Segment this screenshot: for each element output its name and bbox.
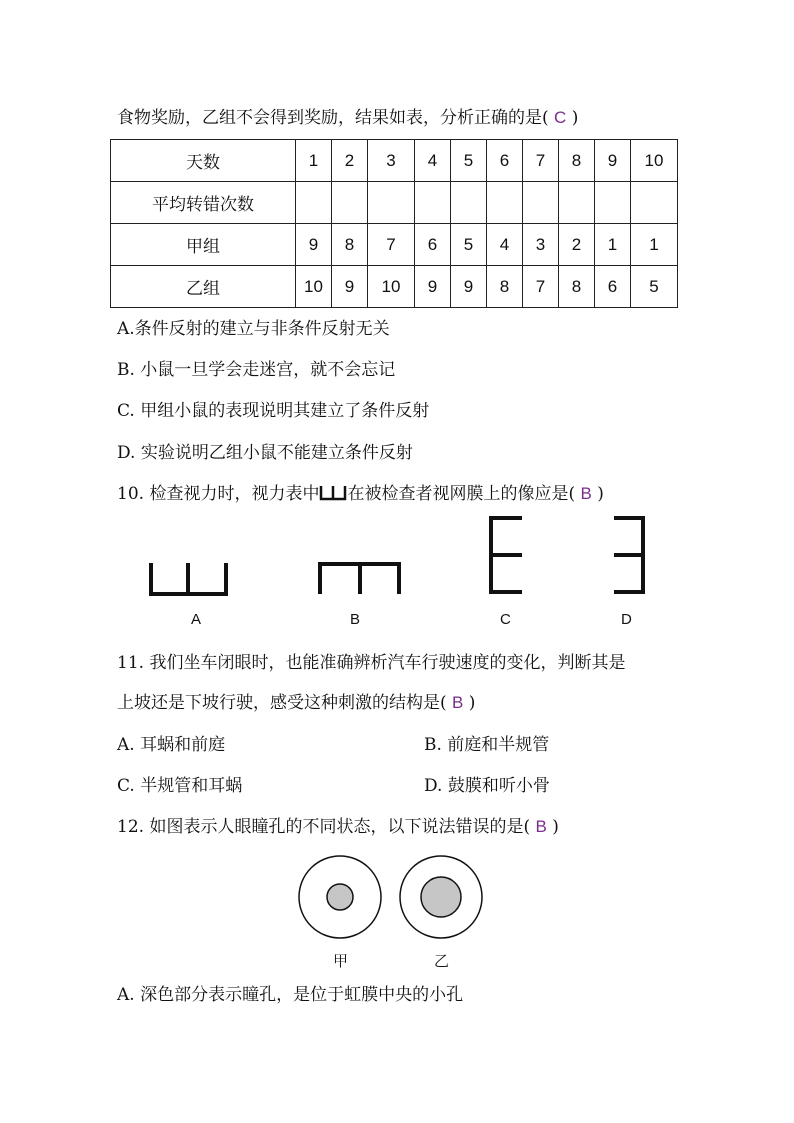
table-cell: 5: [631, 266, 678, 308]
q11-option-a: A. 耳蜗和前庭: [117, 735, 226, 755]
q10-stem-after: 在被检查者视网膜上的像应是(: [347, 484, 576, 504]
q11-option-d: D. 鼓膜和听小骨: [424, 776, 550, 796]
table-cell: 10: [631, 140, 678, 182]
q12-stem-text: 12. 如图表示人眼瞳孔的不同状态，以下说法错误的是(: [117, 817, 531, 837]
q10-label-c: C: [500, 611, 511, 628]
table-cell: 6: [595, 266, 631, 308]
table-cell: 9: [296, 224, 332, 266]
eye-yi-icon: [400, 856, 482, 938]
table-cell: [631, 182, 678, 224]
q12-answer: B: [535, 817, 547, 836]
table-cell: 4: [487, 224, 523, 266]
q10-close-paren: ): [597, 484, 604, 504]
q11-option-c: C. 半规管和耳蜗: [117, 776, 243, 796]
e-option-b-icon: [320, 564, 399, 594]
table-cell: 9: [595, 140, 631, 182]
q11-answer: B: [452, 693, 464, 712]
q12-label-jia: 甲: [333, 952, 349, 970]
table-cell: 6: [487, 140, 523, 182]
table-cell: [296, 182, 332, 224]
table-cell: 10: [368, 266, 415, 308]
table-cell: 7: [523, 140, 559, 182]
table-cell: 8: [559, 266, 595, 308]
table-cell: 1: [595, 224, 631, 266]
q12-option-a: A. 深色部分表示瞳孔，是位于虹膜中央的小孔: [117, 985, 464, 1005]
table-cell: [487, 182, 523, 224]
table-subheader: 平均转错次数: [111, 182, 296, 224]
q11-stem-text: 上坡还是下坡行驶，感受这种刺激的结构是(: [117, 693, 447, 713]
table-cell: 3: [368, 140, 415, 182]
table-row: [111, 224, 678, 266]
q10-answer: B: [580, 484, 592, 503]
table-cell: [451, 182, 487, 224]
table-cell: [415, 182, 451, 224]
maze-results-table: [110, 139, 678, 308]
e-option-c-icon: [491, 518, 522, 592]
table-cell: 9: [451, 266, 487, 308]
row-label-yi: 乙组: [111, 266, 296, 308]
table-cell: [523, 182, 559, 224]
table-header-days: 天数: [111, 140, 296, 182]
q10-label-a: A: [191, 611, 202, 628]
table-cell: [559, 182, 595, 224]
table-cell: 8: [332, 224, 368, 266]
q12-label-yi: 乙: [434, 952, 450, 970]
table-cell: [595, 182, 631, 224]
q12-close-paren: ): [552, 817, 559, 837]
table-cell: 9: [415, 266, 451, 308]
table-cell: 7: [368, 224, 415, 266]
e-chart-figures: [0, 510, 794, 610]
e-option-d-icon: [614, 518, 643, 592]
table-cell: 2: [559, 224, 595, 266]
table-cell: 1: [296, 140, 332, 182]
table-cell: [332, 182, 368, 224]
table-cell: 2: [332, 140, 368, 182]
table-cell: 3: [523, 224, 559, 266]
table-row: [111, 140, 678, 182]
q9-option-d: D. 实验说明乙组小鼠不能建立条件反射: [117, 443, 413, 463]
q9-option-c: C. 甲组小鼠的表现说明其建立了条件反射: [117, 401, 430, 421]
e-option-a-icon: [151, 563, 226, 594]
table-cell: 6: [415, 224, 451, 266]
table-cell: 4: [415, 140, 451, 182]
q11-stem-line2: [117, 691, 475, 715]
q10-stem-before: 10. 检查视力时，视力表中: [117, 484, 320, 504]
pupil-figures: [290, 852, 490, 942]
q11-stem-line1: 11. 我们坐车闭眼时，也能准确辨析汽车行驶速度的变化，判断其是: [117, 653, 626, 673]
q9-option-a: A.条件反射的建立与非条件反射无关: [117, 319, 390, 339]
table-cell: [368, 182, 415, 224]
table-cell: 9: [332, 266, 368, 308]
e-chart-symbol-icon: [319, 485, 347, 501]
q10-stem-line: [117, 482, 604, 506]
q11-close-paren: ): [468, 693, 476, 713]
table-row: [111, 182, 678, 224]
q9-stem-text: 食物奖励，乙组不会得到奖励，结果如表，分析正确的是(: [117, 108, 549, 128]
table-cell: 7: [523, 266, 559, 308]
q10-label-d: D: [621, 611, 632, 628]
table-cell: 10: [296, 266, 332, 308]
q11-option-b: B. 前庭和半规管: [424, 735, 550, 755]
q10-label-b: B: [350, 611, 361, 628]
q9-close-paren: ): [571, 108, 579, 128]
q9-stem-line: [117, 106, 578, 130]
table-cell: 5: [451, 140, 487, 182]
table-cell: 8: [487, 266, 523, 308]
table-row: [111, 266, 678, 308]
row-label-jia: 甲组: [111, 224, 296, 266]
table-cell: 8: [559, 140, 595, 182]
eye-jia-icon: [299, 856, 381, 938]
q9-answer: C: [554, 108, 567, 127]
table-cell: 5: [451, 224, 487, 266]
q12-stem-line: [117, 815, 559, 839]
q9-option-b: B. 小鼠一旦学会走迷宫，就不会忘记: [117, 360, 396, 380]
table-cell: 1: [631, 224, 678, 266]
